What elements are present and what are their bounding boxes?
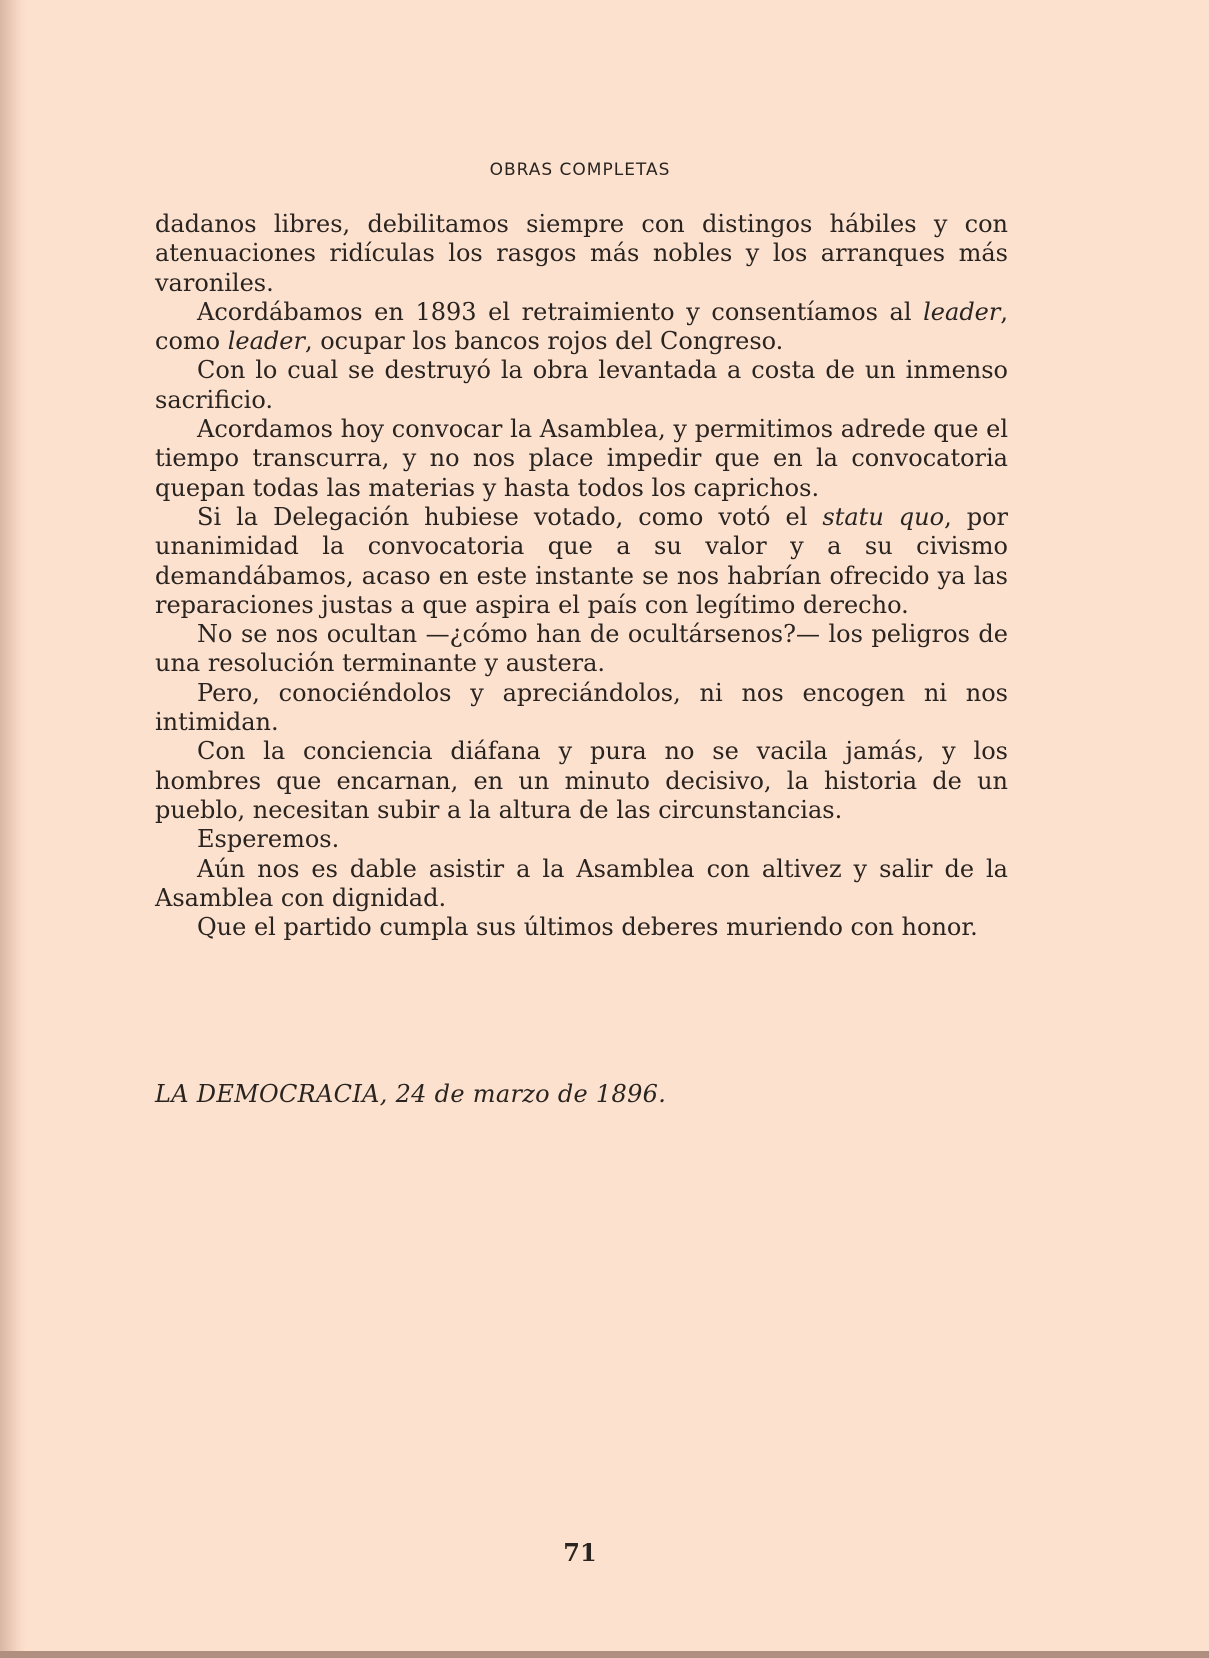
paragraph [155,855,1008,914]
page-bottom-edge [0,1651,1209,1658]
italic-term: statu quo [822,502,945,531]
paragraph [155,356,1008,415]
page-number: 71 [563,1538,597,1567]
text-run: Con lo cual se destruyó la obra levantada a costa de un inmenso sacrificio. [155,356,1008,414]
italic-term: leader [923,297,1001,326]
paragraph [155,298,1008,357]
text-run: Con la conciencia diáfana y pura no se vacila jamás, y los hombres que encarnan, en un minuto decisivo, la historia de un pueblo, necesitan subir a la altura de las circunstancias. [155,737,1008,824]
paragraph [155,415,1008,503]
body-text [155,210,1008,942]
text-run: No se nos ocultan —¿cómo han de ocultársenos?— los peligros de una resolución terminante y austera. [155,620,1008,678]
italic-term: leader [227,327,305,356]
text-run: dadanos libres, debilitamos siempre con distingos hábiles y con atenuaciones ridículas los rasgos más nobles y los arranques más varoniles. [155,210,1008,297]
running-header: OBRAS COMPLETAS [489,160,671,180]
source-citation: LA DEMOCRACIA, 24 de marzo de 1896. [155,1080,667,1108]
paragraph [155,503,1008,620]
text-run: , ocupar los bancos rojos del Congreso. [304,327,784,356]
paragraph [155,825,1008,854]
paragraph [155,737,1008,825]
text-run: Acordamos hoy convocar la Asamblea, y permitimos adrede que el tiempo transcurra, y no nos place impedir que en la convocatoria quepan todas las materias y hasta todos los caprichos. [155,415,1008,502]
text-run: Si la Delegación hubiese votado, como votó el [197,502,823,531]
text-run: , por unanimidad la convocatoria que a su valor y a su civismo demandábamos, acaso en este instante se nos habrían ofrecido ya las reparaciones justas a que aspira el país con legítimo derecho. [155,502,1008,619]
text-run: Esperemos. [197,825,340,854]
paragraph [155,210,1008,298]
text-run: Pero, conociéndolos y apreciándolos, ni nos encogen ni nos intimidan. [155,678,1008,737]
text-run: Que el partido cumpla sus últimos deberes muriendo con honor. [197,913,978,942]
paragraph [155,913,1008,942]
paragraph [155,620,1008,679]
paragraph [155,679,1008,738]
text-run: Acordábamos en 1893 el retraimiento y consentíamos al [197,297,924,326]
text-run: , como [155,297,1008,356]
page-edge-shadow [0,0,26,1658]
text-run: Aún nos es dable asistir a la Asamblea con altivez y salir de la Asamblea con dignidad. [155,854,1008,912]
